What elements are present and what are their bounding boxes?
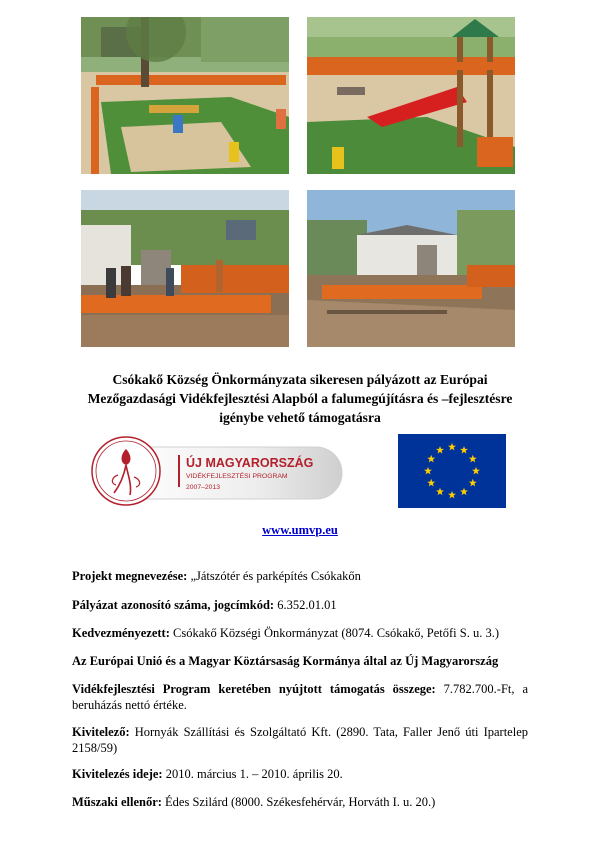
playground-photo-4 — [307, 190, 515, 347]
contractor — [72, 724, 528, 756]
technical-supervisor — [72, 794, 528, 810]
construction-period-value: 2010. március 1. – 2010. április 20. — [162, 767, 343, 781]
headline-line-2: Mezőgazdasági Vidékfejlesztési Alapból a falumegújításra és –fejlesztésre — [87, 391, 513, 406]
logo-subtitle: VIDÉKFEJLESZTÉSI PROGRAM — [186, 473, 288, 480]
eu-star-icon — [436, 446, 444, 454]
eu-star-icon — [469, 455, 477, 463]
eu-flag — [398, 434, 506, 508]
technical-supervisor-label: Műszaki ellenőr: — [72, 795, 162, 809]
support-amount — [72, 681, 528, 713]
logo-title: ÚJ MAGYARORSZÁG — [186, 456, 314, 470]
eu-star-icon — [448, 491, 456, 499]
eu-star-icon — [472, 467, 480, 475]
technical-supervisor-value: Édes Szilárd (8000. Székesfehérvár, Horváth I. u. 20.) — [161, 795, 436, 809]
headline-line-3: igénybe vehető támogatásra — [219, 410, 381, 425]
application-id-label: Pályázat azonosító száma, jogcímkód: — [72, 598, 275, 612]
logo-years: 2007–2013 — [186, 484, 221, 491]
contractor-value: Hornyák Szállítási és Szolgáltató Kft. (2890. Tata, Faller Jenő úti Ipartelep 2158/59) — [72, 725, 528, 755]
beneficiary-value: Csókakő Községi Önkormányzat (8074. Csókakő, Petőfi S. u. 3.) — [169, 626, 500, 640]
project-name-value: „Játszótér és parképítés Csókakőn — [187, 569, 361, 583]
headline-line-1: Csókakő Község Önkormányzata sikeresen pályázott az Európai — [112, 372, 488, 387]
eu-star-icon — [469, 479, 477, 487]
eu-stars — [398, 434, 506, 508]
eu-star-icon — [427, 479, 435, 487]
project-name — [72, 568, 528, 584]
eu-star-icon — [460, 446, 468, 454]
eu-star-icon — [460, 488, 468, 496]
construction-period-label: Kivitelezés ideje: — [72, 767, 163, 781]
construction-period — [72, 766, 528, 782]
playground-photo-1 — [81, 17, 289, 174]
eu-star-icon — [436, 488, 444, 496]
beneficiary — [72, 625, 528, 641]
website-link[interactable]: www.umvp.eu — [262, 523, 338, 537]
beneficiary-label: Kedvezményezett: — [72, 626, 170, 640]
playground-photo-2 — [307, 17, 515, 174]
application-id — [72, 597, 528, 613]
eu-statement-text: Az Európai Unió és a Magyar Köztársaság Kormánya által az Új Magyarország — [72, 654, 499, 668]
eu-star-icon — [427, 455, 435, 463]
uj-magyarorszag-logo — [90, 435, 344, 507]
contractor-label: Kivitelező: — [72, 725, 130, 739]
eu-star-icon — [424, 467, 432, 475]
support-amount-label: Vidékfejlesztési Program keretében nyújtott támogatás összege: — [72, 682, 436, 696]
eu-star-icon — [448, 443, 456, 451]
project-name-label: Projekt megnevezése: — [72, 569, 188, 583]
support-amount-value: 7.782.700.-Ft, a beruházás nettó értéke. — [72, 682, 528, 712]
eu-statement — [72, 653, 528, 669]
headline — [70, 370, 530, 427]
application-id-value: 6.352.01.01 — [274, 598, 337, 612]
playground-photo-3 — [81, 190, 289, 347]
